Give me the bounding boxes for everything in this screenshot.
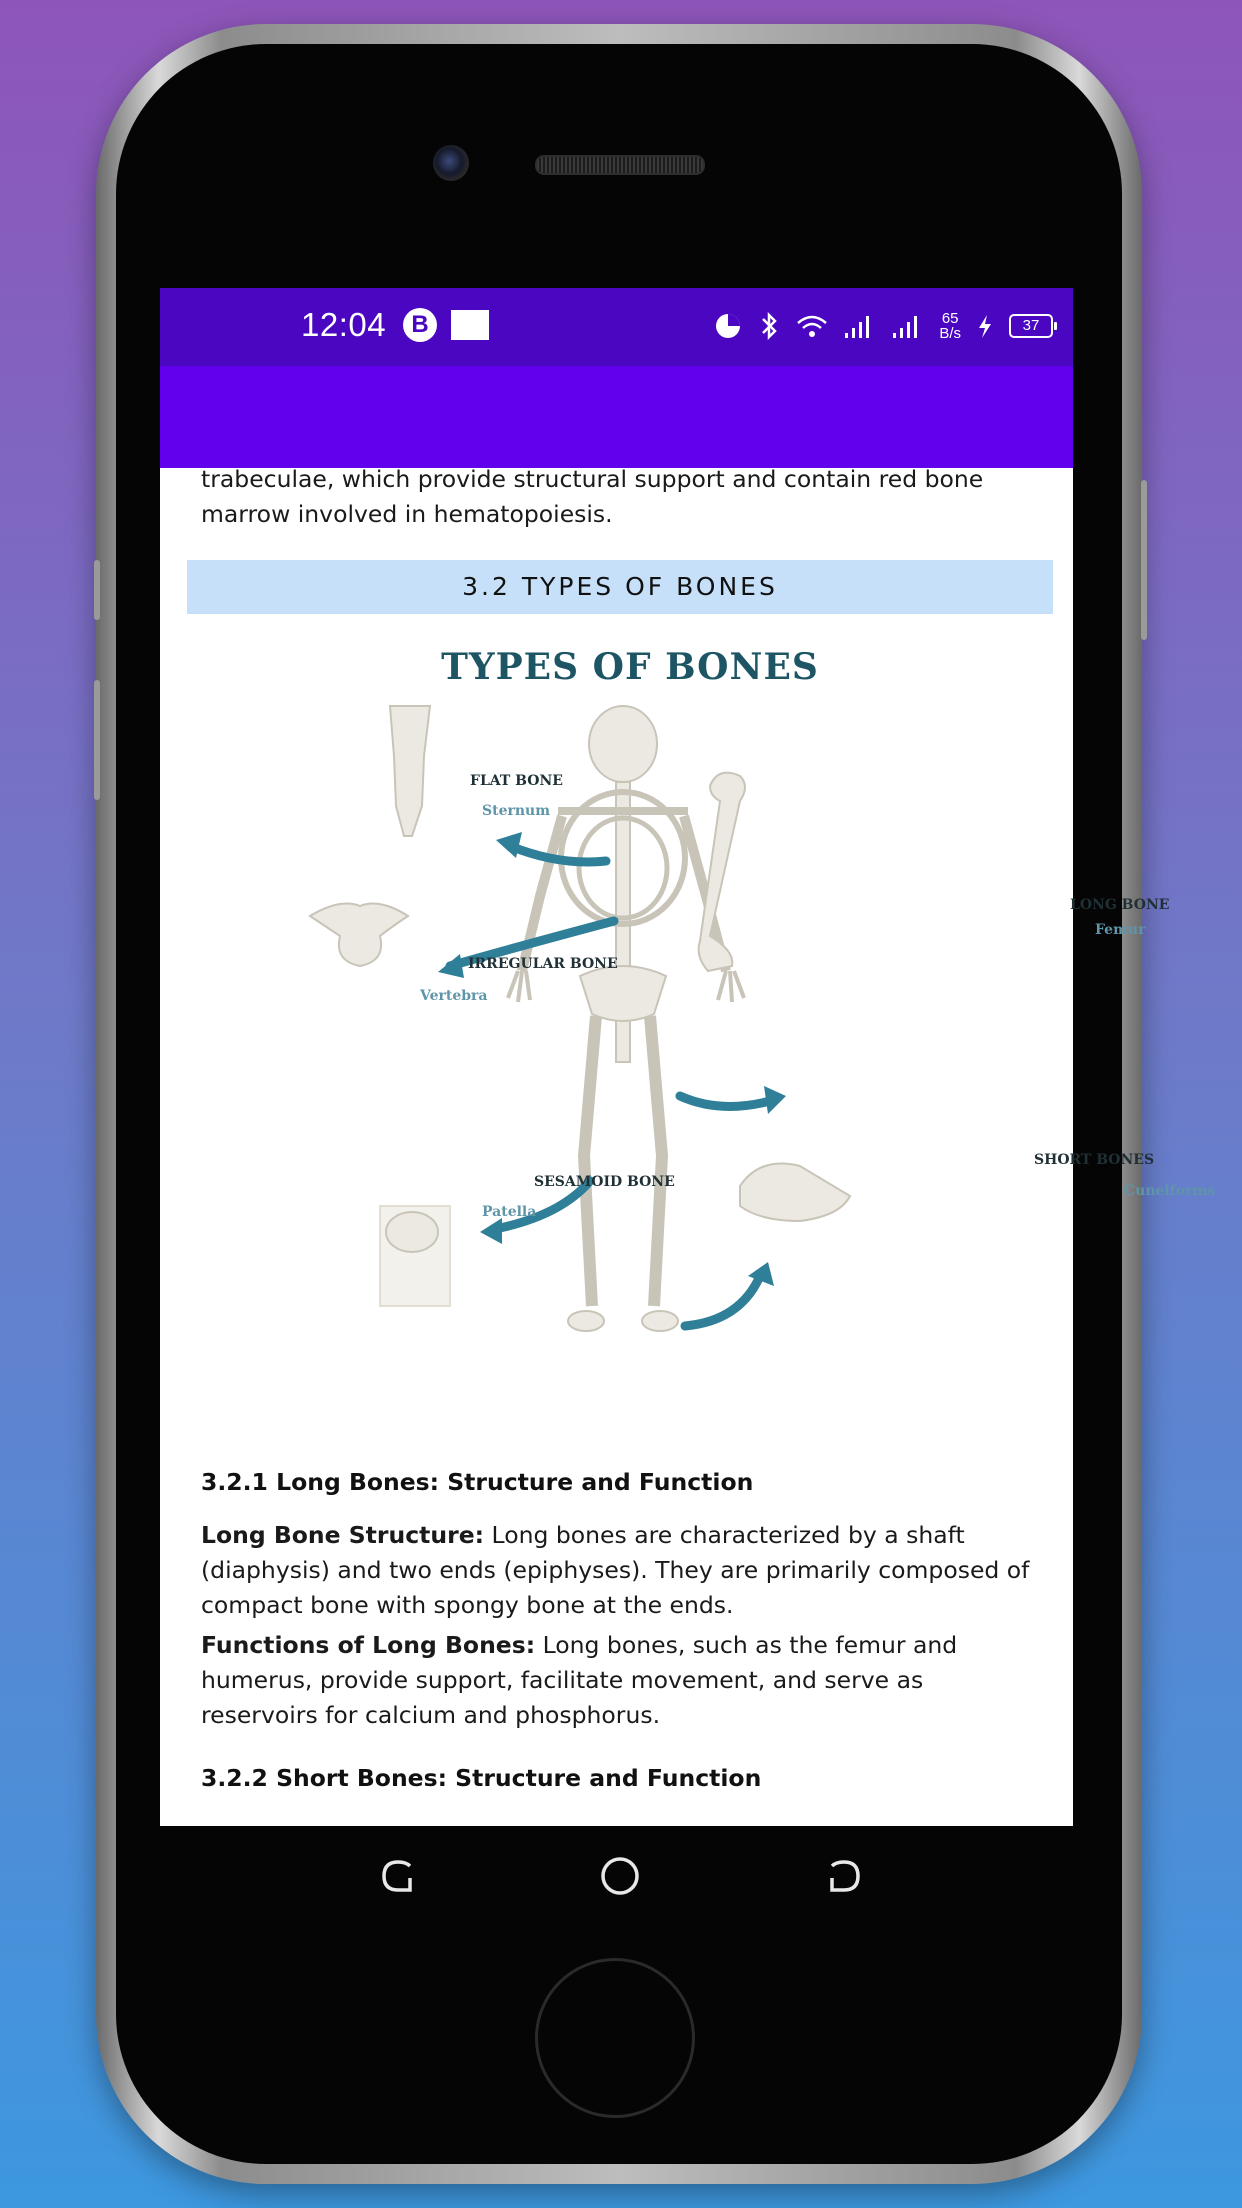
wifi-icon [795,311,829,341]
power-button [1141,480,1147,640]
right-leg-shape [650,1016,662,1306]
arrow-long-bone [680,1096,770,1106]
types-of-bones-figure [240,636,1216,1406]
net-speed-value: 65 [941,310,959,327]
status-icons [713,306,1053,346]
battery-icon: 37 [1009,314,1053,338]
document-content[interactable] [160,465,1216,1826]
left-leg-shape [584,1016,596,1306]
mute-switch [94,560,100,620]
status-bar [160,288,1073,366]
irregular-bone-label: IRREGULAR BONE [468,956,618,972]
short-bones-label: SHORT BONES [1034,1152,1155,1168]
intro-paragraph: trabeculae, which provide structural support and contain red bone marrow involved in hematopoiesis. [201,465,984,528]
long-bone-functions-paragraph [201,1628,1031,1733]
long-bone-label: LONG BONE [1070,897,1170,913]
femur-label: Femur [1095,922,1146,938]
long-bone-structure-paragraph [201,1518,1031,1623]
signal-icon [891,311,925,341]
net-speed-unit: B/s [939,325,961,342]
vertebra-shape [310,904,408,966]
signal-icon [843,311,877,341]
long-bone-structure-text: Long bones are characterized by a shaft (diaphysis) and two ends (epiphyses). They are primarily composed of compact bone with spongy bone at the ends. [201,1521,1030,1619]
skull-shape [589,706,657,782]
foot-bones-shape [740,1164,850,1222]
long-bone-functions-text: Long bones, such as the femur and humerus, provide support, facilitate movement, and serve as reservoirs for calcium and phosphorus. [201,1631,958,1729]
heading-long-bones: 3.2.1 Long Bones: Structure and Function [201,1468,754,1496]
volume-up-button [94,680,100,800]
heading-short-bones: 3.2.2 Short Bones: Structure and Function [201,1764,762,1792]
pelvis-shape [580,966,666,1021]
data-saver-icon [713,311,743,341]
long-bone-functions-label: Functions of Long Bones: [201,1631,536,1659]
navigation-bar [160,1826,1073,1926]
patella-label: Patella [482,1204,537,1220]
back-icon[interactable] [816,1848,872,1904]
recents-icon[interactable] [370,1848,426,1904]
skeleton-illustration [240,636,1073,1406]
patella-shape [386,1212,438,1252]
home-icon[interactable] [592,1848,648,1904]
bluetooth-icon [757,311,781,341]
notification-square-icon [451,310,489,340]
sesamoid-bone-label: SESAMOID BONE [534,1174,675,1190]
arrow-short-bones [685,1276,760,1326]
front-camera [433,145,469,181]
vertebra-label: Vertebra [420,988,488,1004]
screen [160,288,1216,1826]
earpiece-speaker [535,155,705,175]
long-bone-structure-label: Long Bone Structure: [201,1521,485,1549]
section-title-banner: 3.2 TYPES OF BONES [187,560,1053,614]
sternum-label: Sternum [482,803,551,819]
figure-title: TYPES OF BONES [441,646,819,688]
flat-bone-label: FLAT BONE [470,773,563,789]
charging-icon [975,311,995,341]
sternum-shape [390,706,430,836]
status-time: 12:04 [301,306,387,343]
cuneiforms-label: Cuneiforms [1124,1183,1216,1199]
b-notification-icon: B [403,308,437,342]
net-speed [939,311,961,341]
physical-home-button[interactable] [535,1958,695,2118]
app-bar [160,366,1073,468]
